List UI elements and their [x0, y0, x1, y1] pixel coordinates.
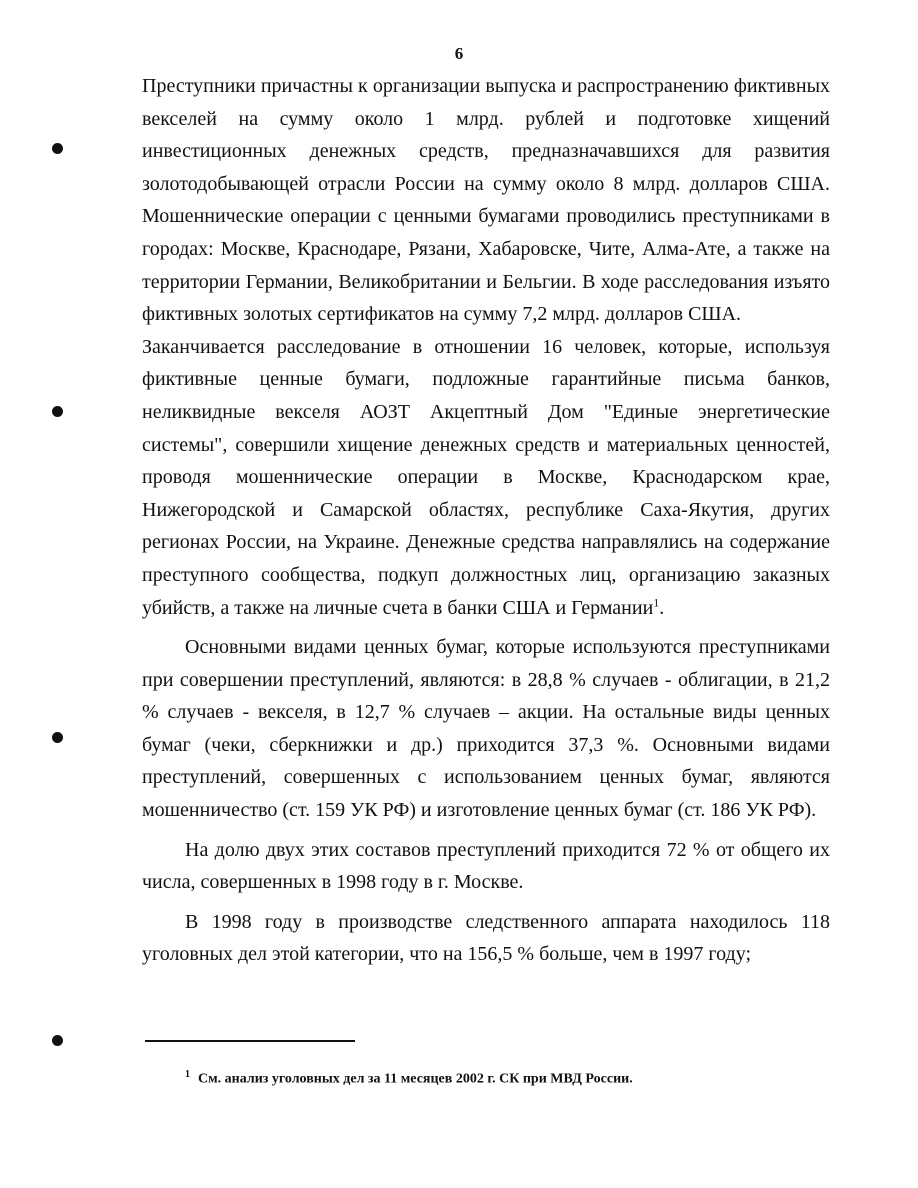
paragraph-2: Заканчивается расследование в отношении 16 человек, которые, используя фиктивные ценные бумаги, подложные гарантийные письма банков, неликвидные векселя АОЗТ Акцептный Дом "Единые энергетические системы", совершили хищение денежных средств и материальных ценностей, проводя мошеннические операции в Москве, Краснодарском крае, Нижегородской и Самарской областях, республике Саха-Якутия, других регионах России, на Украине. Денежные средства направлялись на содержание преступного сообщества, подкуп должностных лиц, организацию заказных убийств, а также на личные счета в банки США и Германии$^1$. — [142, 335, 830, 619]
paragraph-4: На долю двух этих составов преступлений приходится 72 % от общего их числа, совершенных в 1998 году в г. Москве. — [142, 838, 830, 894]
binding-hole-mark — [52, 143, 63, 154]
paragraph-3: Основными видами ценных бумаг, которые используются преступниками при совершении преступлений, являются: в 28,8 % случаев - облигации, в 21,2 % случаев - векселя, в 12,7 % случаев – акции. На остальные виды ценных бумаг (чеки, сберкнижки и др.) приходится 37,3 %. Основными видами преступлений, совершенных с использованием ценных бумаг, являются мошенничество (ст. 159 УК РФ) и изготовление ценных бумаг (ст. 186 УК РФ). — [142, 636, 830, 822]
footnote-text: См. анализ уголовных дел за 11 месяцев 2002 г. СК при МВД России. — [198, 1071, 633, 1087]
footnote-separator — [145, 1040, 355, 1042]
paragraph-1: Преступники причастны к организации выпуска и распространению фиктивных векселей на сумму около 1 млрд. рублей и подготовке хищений инвестиционных денежных средств, предназначавшихся для развития золотодобывающей отрасли России на сумму около 8 млрд. долларов США. Мошеннические операции с ценными бумагами проводились преступниками в городах: Москве, Краснодаре, Рязани, Хабаровске, Чите, Алма-Ате, а также на территории Германии, Великобритании и Бельгии. В ходе расследования изъято фиктивных золотых сертификатов на сумму 7,2 млрд. долларов США. — [142, 75, 830, 326]
footnote — [185, 1066, 825, 1089]
page-number: 6 — [454, 44, 464, 63]
binding-hole-mark — [52, 1035, 63, 1046]
footnote-mark: 1 — [185, 1069, 190, 1080]
footnote-reference[interactable]: 1 — [653, 594, 660, 609]
binding-hole-mark — [52, 406, 63, 417]
binding-hole-mark — [52, 732, 63, 743]
body-text — [142, 70, 830, 971]
paragraph-5: В 1998 году в производстве следственного аппарата находилось 118 уголовных дел этой категории, что на 156,5 % больше, чем в 1997 году; — [142, 910, 830, 966]
paragraph-2-text: Заканчивается расследование в отношении 16 человек, которые, используя фиктивные ценные бумаги, подложные гарантийные письма банков, неликвидные векселя АОЗТ Акцептный Дом "Единые энергетические системы", совершили хищение денежных средств и материальных ценностей, проводя мошеннические операции в Москве, Краснодарском крае, Нижегородской и Самарской областях, республике Саха-Якутия, других регионах России, на Украине. Денежные средства направлялись на содержание преступного сообщества, подкуп должностных лиц, организацию заказных убийств, а также на личные счета в банки США и Германии — [142, 335, 830, 619]
